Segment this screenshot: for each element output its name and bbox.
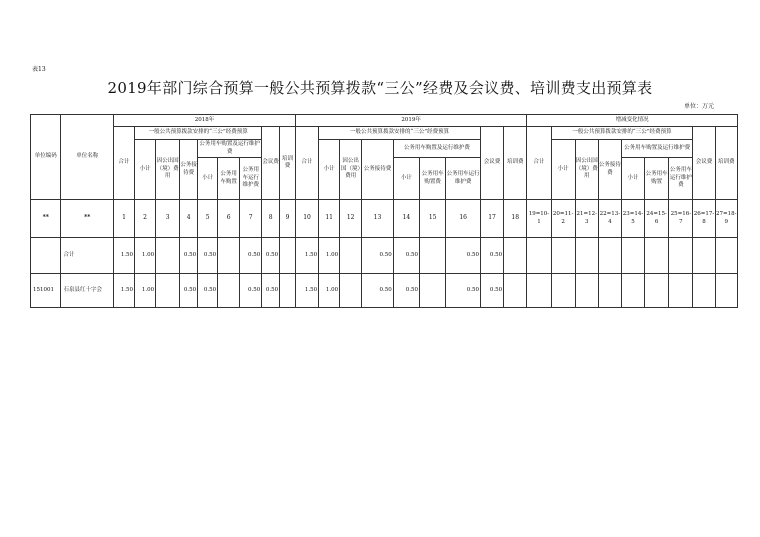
header-training: 培训费 [280,127,296,200]
index-cell: 23=14-5 [621,200,644,238]
index-cell: 14 [393,200,419,238]
index-cell: 17 [481,200,504,238]
value-cell: 1.50 [296,274,319,308]
header-car: 公务用车购置及运行维护费 [393,140,480,158]
index-cell: 16 [446,200,481,238]
header-meeting: 会议费 [693,127,715,200]
value-cell: 1.00 [135,274,156,308]
value-cell: 0.50 [240,238,262,274]
table-number: 表13 [32,66,46,73]
header-car: 公务用车购置及运行维护费 [198,140,262,158]
value-cell: 0.50 [393,238,419,274]
value-cell: 1.00 [135,238,156,274]
value-cell [420,238,446,274]
value-cell [598,274,621,308]
value-cell [218,274,240,308]
value-cell [669,274,693,308]
value-cell: 0.50 [393,274,419,308]
header-total: 合计 [114,127,135,200]
header-unit-name: 单位名称 [61,115,114,200]
value-cell: 1.50 [296,238,319,274]
unit-code-cell [31,238,61,274]
index-cell: 19=10-1 [527,200,551,238]
index-row [31,200,738,238]
header-meeting: 会议费 [262,127,280,200]
value-cell: 0.50 [198,274,218,308]
value-cell [575,274,598,308]
value-cell [280,274,296,308]
value-cell: 0.50 [362,274,394,308]
value-cell [280,238,296,274]
value-cell [715,238,738,274]
value-cell [551,274,575,308]
header-abroad: 因公出国（境）费用 [156,140,180,200]
header-car-buy: 公务用车购置 [218,158,240,200]
value-cell [218,238,240,274]
value-cell: 0.50 [240,274,262,308]
value-cell [527,238,551,274]
index-cell: 21=12-3 [575,200,598,238]
index-cell: 12 [340,200,362,238]
header-unit-code: 单位编码 [31,115,61,200]
value-cell: 0.50 [446,238,481,274]
index-cell: 18 [504,200,527,238]
value-cell [420,274,446,308]
index-cell: ** [31,200,61,238]
header-total: 合计 [527,127,551,200]
index-cell: 4 [180,200,198,238]
index-cell: 6 [218,200,240,238]
value-cell: 0.50 [481,238,504,274]
value-cell: 0.50 [481,274,504,308]
header-training: 培训费 [715,127,738,200]
header-row-sangong [31,127,738,140]
header-car-buy: 公务用车购置费 [420,158,446,200]
value-cell [715,274,738,308]
value-cell [645,238,669,274]
budget-table [30,114,738,308]
header-abroad: 因公出国（境）费用 [340,140,362,200]
header-row-years [31,115,738,127]
unit-name-cell: 合计 [61,238,114,274]
header-subtotal: 小计 [551,140,575,200]
index-cell: 7 [240,200,262,238]
value-cell: 1.00 [319,274,340,308]
page-title: 2019年部门综合预算一般公共预算拨款“三公”经费及会议费、培训费支出预算表 [107,79,653,97]
header-reception: 公务接待费 [598,140,621,200]
header-reception: 公务接待费 [362,140,394,200]
index-cell: 13 [362,200,394,238]
value-cell [669,238,693,274]
header-subtotal: 小计 [621,158,644,200]
index-cell: 26=17-8 [693,200,715,238]
value-cell: 0.50 [180,238,198,274]
value-cell [504,274,527,308]
header-2019: 2019年 [296,115,527,127]
value-cell: 0.50 [180,274,198,308]
header-total: 合计 [296,127,319,200]
index-cell: 11 [319,200,340,238]
index-cell: 8 [262,200,280,238]
value-cell: 0.50 [262,238,280,274]
value-cell [693,238,715,274]
header-subtotal: 小计 [135,140,156,200]
unit-code-cell: 151001 [31,274,61,308]
header-sangong: 一般公共预算拨款安排的“三公”经费预算 [135,127,262,140]
value-cell [340,274,362,308]
header-reception: 公务接待费 [180,140,198,200]
header-meeting: 会议费 [481,127,504,200]
value-cell [598,238,621,274]
value-cell [693,274,715,308]
value-cell [575,238,598,274]
header-change: 增减变化情况 [527,115,738,127]
value-cell: 0.50 [262,274,280,308]
value-cell [645,274,669,308]
header-training: 培训费 [504,127,527,200]
index-cell: 5 [198,200,218,238]
value-cell: 1.00 [319,238,340,274]
table-row [31,238,738,274]
header-car-run: 公务用车运行维护费 [669,158,693,200]
value-cell [156,238,180,274]
unit-label: 单位：万元 [683,103,714,110]
index-cell: 15 [420,200,446,238]
header-row-items [31,140,738,158]
index-cell: 1 [114,200,135,238]
value-cell: 0.50 [362,238,394,274]
value-cell: 1.50 [114,274,135,308]
index-cell: ** [61,200,114,238]
value-cell [551,238,575,274]
header-abroad: 因公出国（境）费用 [575,140,598,200]
index-cell: 20=11-2 [551,200,575,238]
value-cell [340,238,362,274]
value-cell: 0.50 [198,238,218,274]
value-cell: 1.50 [114,238,135,274]
header-car-run: 公务用车运行维护费 [446,158,481,200]
value-cell [621,238,644,274]
index-cell: 27=18-9 [715,200,738,238]
header-subtotal: 小计 [198,158,218,200]
value-cell [156,274,180,308]
unit-name-cell: 石泉县红十字会 [61,274,114,308]
value-cell [527,274,551,308]
index-cell: 10 [296,200,319,238]
value-cell: 0.50 [446,274,481,308]
header-subtotal: 小计 [319,140,340,200]
header-sangong: 一般公共预算拨款安排的“三公”经费预算 [551,127,693,140]
value-cell [504,238,527,274]
header-car-run: 公务用车运行维护费 [240,158,262,200]
index-cell: 9 [280,200,296,238]
header-car-buy: 公务用车购置 [645,158,669,200]
header-2018: 2018年 [114,115,296,127]
index-cell: 22=13-4 [598,200,621,238]
header-subtotal: 小计 [393,158,419,200]
header-car: 公务用车购置及运行维护费 [621,140,692,158]
index-cell: 2 [135,200,156,238]
index-cell: 25=16-7 [669,200,693,238]
index-cell: 3 [156,200,180,238]
index-cell: 24=15-6 [645,200,669,238]
header-sangong: 一般公共预算拨款安排的“三公”经费预算 [319,127,481,140]
value-cell [621,274,644,308]
table-row [31,274,738,308]
